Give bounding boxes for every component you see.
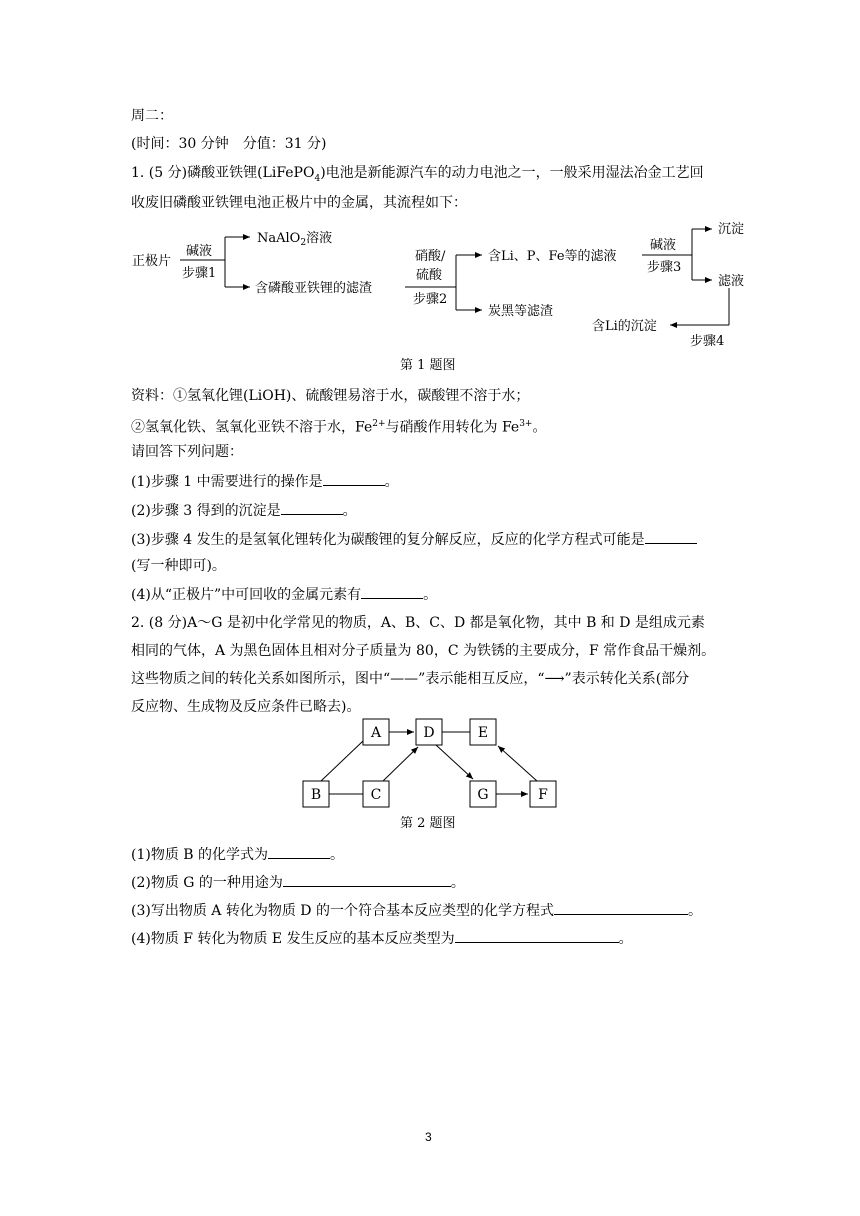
q2-sub3: (3)写出物质 A 转化为物质 D 的一个符合基本反应类型的化学方程式 。: [131, 900, 702, 921]
flow-residue1: 含磷酸亚铁锂的滤渣: [255, 281, 373, 296]
flow-reagent2a: 硝酸/: [415, 249, 446, 264]
answer-blank[interactable]: [645, 529, 697, 544]
q2-line2: 相同的气体，A 为黑色固体且相对分子质量为 80，C 为铁锈的主要成分，F 常作食品干燥剂。: [131, 643, 716, 659]
answer-blank[interactable]: [455, 928, 619, 943]
page-number: 3: [425, 1130, 432, 1144]
answer-blank[interactable]: [323, 471, 385, 486]
time-info: (时间：30 分钟 分值：31 分): [131, 136, 327, 152]
flow-reagent2b: 硫酸: [416, 268, 443, 283]
answer-blank[interactable]: [554, 900, 688, 915]
flow-start: 正极片: [132, 254, 172, 269]
node-b: B: [310, 787, 322, 803]
flow-carbon: 炭黑等滤渣: [488, 304, 554, 319]
q1-info2: ②氢氧化铁、氢氧化亚铁不溶于水，$Fe^{2+}$与硝酸作用转化为 $Fe^{3+}$。: [131, 419, 547, 436]
flow-filtrate2: 滤液: [718, 274, 745, 289]
q1-prompt: 请回答下列问题：: [131, 444, 243, 460]
flow-step2: 步骤2: [413, 292, 448, 307]
node-d: D: [423, 725, 435, 741]
flow-step3: 步骤3: [647, 260, 682, 275]
node-c: C: [370, 787, 382, 803]
node-g: G: [477, 787, 489, 803]
q2-diagram: [295, 715, 565, 815]
q1-sub3: (3)步骤 4 发生的是氢氧化锂转化为碳酸锂的复分解反应，反应的化学方程式可能是: [131, 529, 697, 550]
q2-line3: 这些物质之间的转化关系如图所示，图中“——”表示能相互反应，“⟶”表示转化关系(部分: [131, 671, 690, 687]
answer-blank[interactable]: [281, 500, 343, 515]
flow-reagent3: 碱液: [650, 238, 677, 253]
flow-filtrate: 含Li、P、Fe等的滤液: [488, 249, 617, 264]
flow-li-precip: 含Li的沉淀: [592, 319, 657, 334]
node-a: A: [370, 725, 382, 741]
q2-caption: 第 2 题图: [400, 816, 456, 831]
node-f: F: [538, 787, 548, 803]
flow-step4: 步骤4: [690, 334, 725, 349]
q2-line4: 反应物、生成物及反应条件已略去)。: [131, 699, 361, 715]
flow-naalo2: NaAlO$_2$溶液: [257, 231, 333, 248]
flow-reagent1: 碱液: [186, 244, 213, 259]
flow-precipitate: 沉淀: [718, 222, 745, 237]
answer-blank[interactable]: [283, 872, 451, 887]
q2-line1: 2. (8 分)A～G 是初中化学常见的物质，A、B、C、D 都是氧化物，其中 B 和 D 是组成元素: [131, 615, 705, 631]
answer-blank[interactable]: [268, 844, 330, 859]
q1-intro-line2: 收废旧磷酸亚铁锂电池正极片中的金属，其流程如下：: [131, 195, 467, 211]
q1-flowchart: [120, 215, 760, 355]
q1-sub2: (2)步骤 3 得到的沉淀是 。: [131, 500, 357, 521]
q1-caption: 第 1 题图: [400, 358, 456, 373]
q2-sub4: (4)物质 F 转化为物质 E 发生反应的基本反应类型为 。: [131, 928, 633, 949]
q1-sub4: (4)从“正极片”中可回收的金属元素有 。: [131, 584, 437, 605]
flow-step1: 步骤1: [182, 266, 217, 281]
node-e: E: [477, 725, 489, 741]
q2-sub2: (2)物质 G 的一种用途为 。: [131, 872, 465, 893]
q1-intro-line1: 1. (5 分)磷酸亚铁锂(LiFePO$_4$)电池是新能源汽车的动力电池之一，一般采用湿法冶金工艺回: [131, 165, 704, 184]
q1-info1: 资料：①氢氧化锂(LiOH)、硫酸锂易溶于水，碳酸锂不溶于水；: [131, 388, 530, 404]
answer-blank[interactable]: [361, 584, 423, 599]
q1-sub1: (1)步骤 1 中需要进行的操作是 。: [131, 471, 399, 492]
q1-sub3b: (写一种即可)。: [131, 558, 226, 574]
day-label: 周二：: [131, 108, 173, 124]
q2-sub1: (1)物质 B 的化学式为 。: [131, 844, 344, 865]
